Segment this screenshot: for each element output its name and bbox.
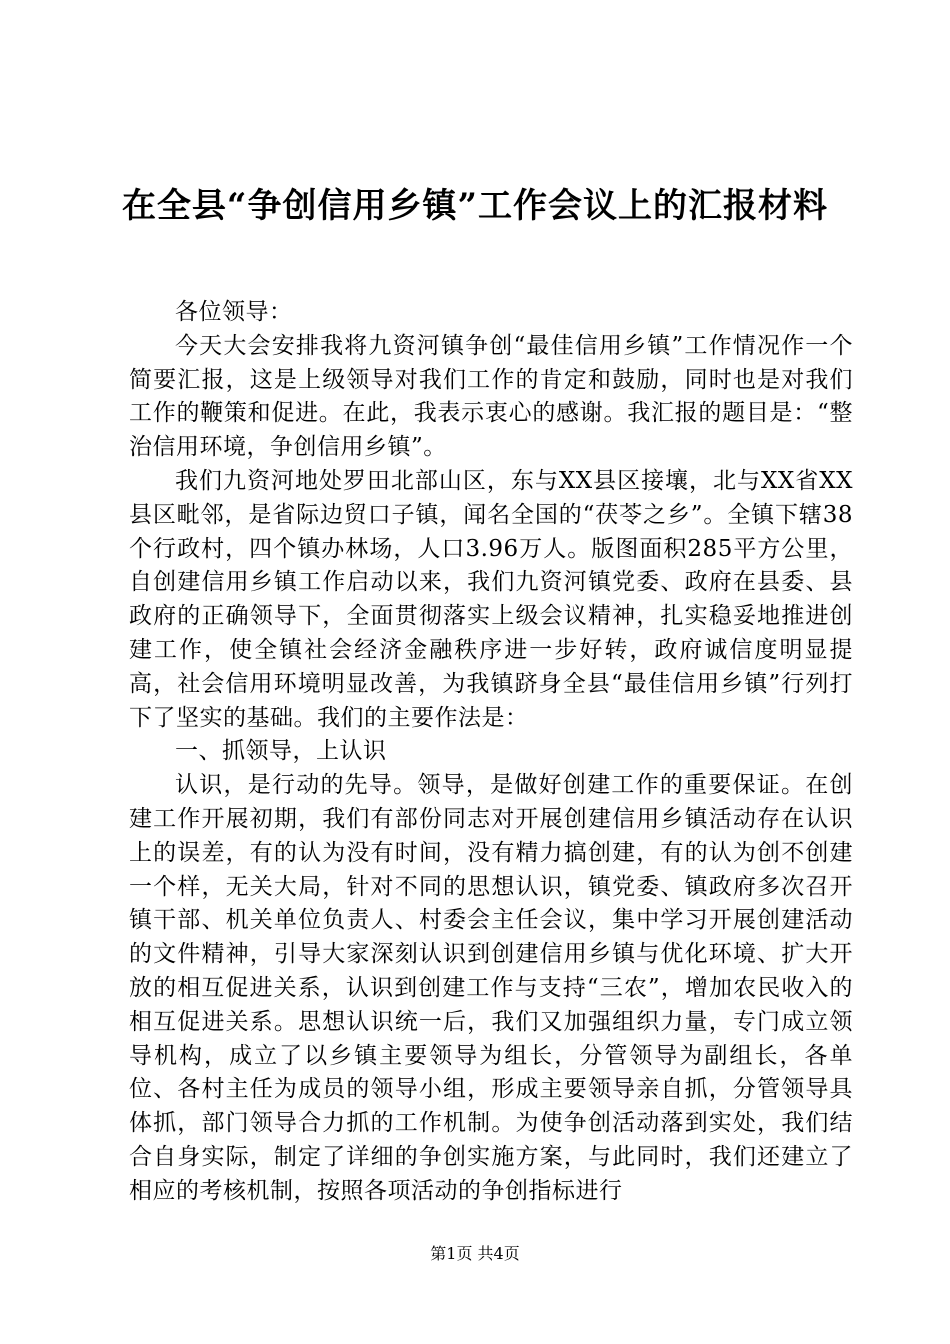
section-heading-1: 一、抓领导，上认识	[175, 738, 387, 765]
paragraph-section-1: 认识，是行动的先导。领导，是做好创建工作的重要保证。在创建工作开展初期，我们有部份同志对开展创建信用乡镇活动存在认识上的误差，有的认为没有时间，没有精力搞创建，有的认为创不创建一个样，无关大局，针对不同的思想认识，镇党委、镇政府多次召开镇干部、机关单位负责人、村委会主任会议，集中学习开展创建活动的文件精神，引导大家深刻认识到创建信用乡镇与优化环境、扩大开放的相互促进关系，认识到创建工作与支持“三农”，增加农民收入的相互促进关系。思想认识统一后，我们又加强组织力量，专门成立领导机构，成立了以乡镇主要领导为组长，分管领导为副组长，各单位、各村主任为成员的领导小组，形成主要领导亲自抓，分管领导具体抓，部门领导合力抓的工作机制。为使争创活动落到实处，我们结合自身实际，制定了详细的争创实施方案，与此同时，我们还建立了相应的考核机制，按照各项活动的争创指标进行	[129, 772, 853, 1204]
document-title: 在全县“争创信用乡镇”工作会议上的汇报材料	[121, 186, 829, 226]
paragraph-intro: 今天大会安排我将九资河镇争创“最佳信用乡镇”工作情况作一个简要汇报，这是上级领导对我们工作的肯定和鼓励，同时也是对我们工作的鞭策和促进。在此，我表示衷心的感谢。我汇报的题目是：“整治信用环境，争创信用乡镇”。	[129, 332, 853, 461]
paragraph-background: 我们九资河地处罗田北部山区，东与XX县区接壤，北与XX省XX县区毗邻，是省际边贸口子镇，闻名全国的“茯苓之乡”。全镇下辖38个行政村，四个镇办林场，人口3.96万人。版图面积285平方公里，自创建信用乡镇工作启动以来，我们九资河镇党委、政府在县委、县政府的正确领导下，全面贯彻落实上级会议精神，扎实稳妥地推进创建工作，使全镇社会经济金融秩序进一步好转，政府诚信度明显提高，社会信用环境明显改善，为我镇跻身全县“最佳信用乡镇”行列打下了坚实的基础。我们的主要作法是：	[129, 467, 853, 731]
page-number-footer: 第1页 共4页	[430, 1244, 520, 1263]
document-body	[129, 296, 853, 1209]
salutation: 各位领导：	[175, 299, 293, 325]
